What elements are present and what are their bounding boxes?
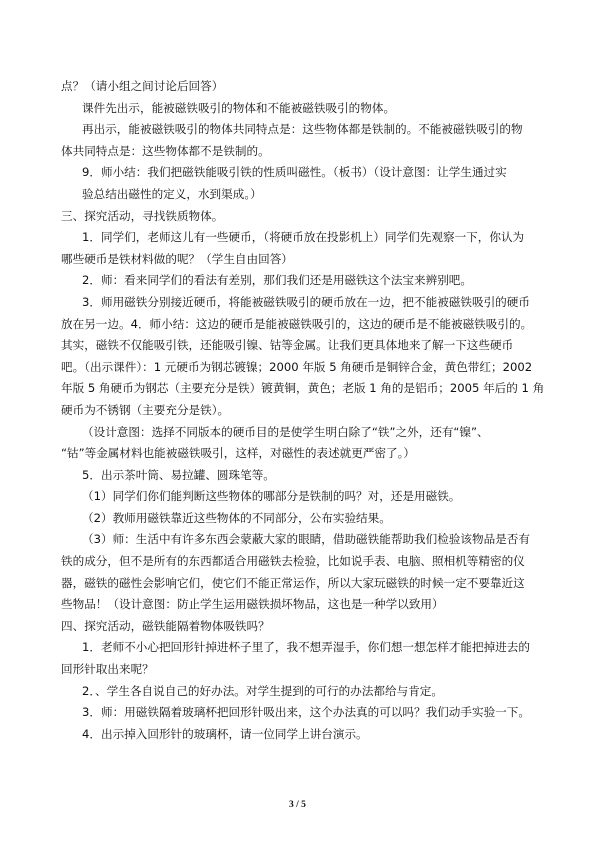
text-line: 9．师小结：我们把磁铁能吸引铁的性质叫磁性。（板书）（设计意图：让学生通过实: [82, 165, 507, 180]
text-line: 课件先出示，能被磁铁吸引的物体和不能被磁铁吸引的物体。: [82, 100, 396, 115]
text-line: 4．出示掉入回形针的玻璃杯，请一位同学上讲台演示。: [82, 726, 368, 741]
text-line: （1）同学们你们能判断这些物体的哪部分是铁制的吗？对，还是用磁铁。: [82, 489, 461, 504]
text-line: 四、探究活动，磁铁能隔着物体吸铁吗？: [61, 618, 270, 633]
text-line: 器，磁铁的磁性会影响它们，使它们不能正常运作，所以大家玩磁铁的时候一定不要靠近这: [61, 575, 525, 590]
text-line: “钴”等金属材料也能被磁铁吸引，这样，对磁性的表述就更严密了。）: [61, 446, 416, 461]
text-line: 些物品！（设计意图：防止学生运用磁铁损坏物品，这也是一种学以致用）: [61, 597, 444, 612]
text-line: （设计意图：选择不同版本的硬币目的是使学生明白除了“铁”之外，还有“镍”、: [82, 424, 489, 439]
document-body: [61, 76, 545, 745]
page-number: 3 / 5: [289, 800, 306, 810]
text-line: 年版 5 角硬币为钢芯（主要充分是铁）镀黄铜，黄色；老版 1 角的是铝币；2005 年后的 1 角: [61, 381, 545, 396]
text-line: 硬币为不锈钢（主要充分是铁）。: [61, 402, 230, 417]
text-line: 3．师：用磁铁隔着玻璃杯把回形针吸出来，这个办法真的可以吗？我们动手实验一下。: [82, 705, 530, 720]
text-line: 2．、学生各自说自己的好办法。对学生提到的可行的办法都给与肯定。: [82, 683, 443, 698]
text-line: 哪些硬币是铁材料做的呢？（学生自由回答）: [61, 251, 293, 266]
text-line: 放在另一边。4．师小结：这边的硬币是能被磁铁吸引的，这边的硬币是不能被磁铁吸引的。: [61, 316, 533, 331]
text-line: 1．老师不小心把回形针掉进杯子里了，我不想弄湿手，你们想一想怎样才能把掉进去的: [82, 640, 530, 655]
text-line: 3．师用磁铁分别接近硬币，将能被磁铁吸引的硬币放在一边，把不能被磁铁吸引的硬币: [82, 294, 530, 309]
text-line: 体共同特点是：这些物体都不是铁制的。: [61, 143, 270, 158]
text-line: 吧。（出示课件）：1 元硬币为钢芯镀镍；2000 年版 5 角硬币是铜锌合金，黄色带红；2002: [61, 359, 533, 374]
text-line: 验总结出磁性的定义，水到渠成。）: [82, 186, 262, 201]
text-line: 5．出示茶叶筒、易拉罐、圆珠笔等。: [82, 467, 275, 482]
text-line: 三、探究活动，寻找铁质物体。: [61, 208, 224, 223]
text-line: 点？（请小组之间讨论后回答）: [61, 79, 224, 93]
text-line: 回形针取出来呢？: [61, 662, 154, 677]
text-line: 1．同学们，老师这儿有一些硬币，（将硬币放在投影机上）同学们先观察一下，你认为: [82, 230, 525, 245]
text-line: 其实，磁铁不仅能吸引铁，还能吸引镍、钴等金属。让我们更具体地来了解一下这些硬币: [61, 338, 514, 353]
text-line: 2．师：看来同学们的看法有差别，那们我们还是用磁铁这个法宝来辨别吧。: [82, 273, 472, 288]
text-line: （3）师：生活中有许多东西会蒙蔽大家的眼睛，借助磁铁能帮助我们检验该物品是否有: [82, 532, 530, 547]
text-line: （2）教师用磁铁靠近这些物体的不同部分，公布实验结果。: [82, 510, 391, 525]
text-line: 再出示，能被磁铁吸引的物体共同特点是：这些物体都是铁制的。不能被磁铁吸引的物: [82, 122, 523, 137]
text-line: 铁的成分，但不是所有的东西都适合用磁铁去检验，比如说手表、电脑、照相机等精密的仪: [61, 554, 525, 569]
